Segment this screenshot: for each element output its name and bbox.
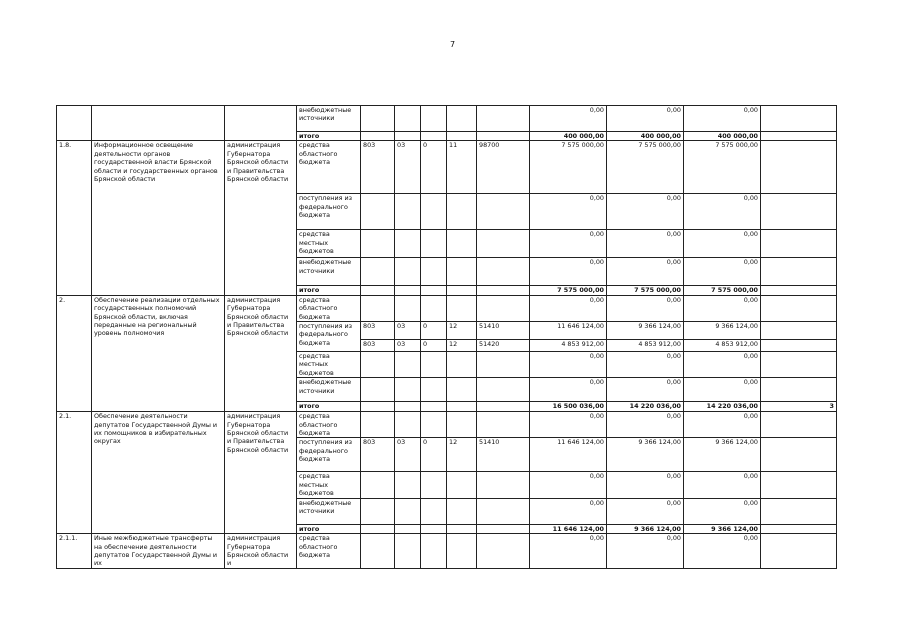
value-2020: 7 575 000,00	[607, 141, 684, 194]
code-rz: 03	[395, 438, 421, 472]
value-2021: 0,00	[684, 295, 761, 321]
code-empty	[361, 286, 395, 295]
code-cs2	[477, 472, 530, 498]
code-grbs	[361, 106, 395, 132]
value-2019: 0,00	[530, 534, 607, 569]
source-label: средства местных бюджетов	[297, 352, 361, 378]
code-cs2	[477, 106, 530, 132]
value-2019: 0,00	[530, 258, 607, 286]
value-2020: 0,00	[607, 472, 684, 498]
total-2019: 7 575 000,00	[530, 286, 607, 295]
total-2021: 9 366 124,00	[684, 524, 761, 533]
extra-cell	[761, 106, 837, 132]
code-cs2	[477, 194, 530, 230]
total-2020: 9 366 124,00	[607, 524, 684, 533]
code-cs1	[447, 106, 477, 132]
value-2020: 0,00	[607, 352, 684, 378]
item-name	[92, 106, 225, 141]
value-2020: 0,00	[607, 378, 684, 402]
value-2020: 0,00	[607, 412, 684, 438]
code-rz	[395, 194, 421, 230]
code-grbs	[361, 378, 395, 402]
code-pr: 0	[421, 322, 447, 340]
extra-cell	[761, 412, 837, 438]
code-rz: 03	[395, 141, 421, 194]
extra-cell	[761, 295, 837, 321]
value-2019: 0,00	[530, 295, 607, 321]
code-pr	[421, 534, 447, 569]
code-cs2	[477, 352, 530, 378]
code-cs1	[447, 498, 477, 524]
total-label: итого	[297, 286, 361, 295]
code-cs2: 98700	[477, 141, 530, 194]
value-2021: 0,00	[684, 498, 761, 524]
code-empty	[395, 286, 421, 295]
code-rz	[395, 498, 421, 524]
item-number: 2.1.1.	[57, 534, 92, 569]
source-label: поступления из федерального бюджета	[297, 438, 361, 472]
source-label: средства местных бюджетов	[297, 472, 361, 498]
value-2019: 0,00	[530, 378, 607, 402]
budget-table	[56, 105, 837, 569]
table-row	[57, 141, 837, 194]
value-2019: 0,00	[530, 412, 607, 438]
extra-cell	[761, 498, 837, 524]
code-cs2: 51420	[477, 340, 530, 352]
code-cs1: 12	[447, 340, 477, 352]
code-cs1	[447, 230, 477, 258]
code-pr	[421, 106, 447, 132]
code-pr	[421, 498, 447, 524]
code-cs1	[447, 378, 477, 402]
code-cs2	[477, 412, 530, 438]
code-grbs	[361, 295, 395, 321]
code-rz	[395, 472, 421, 498]
table-row	[57, 412, 837, 438]
code-grbs	[361, 534, 395, 569]
code-empty	[421, 132, 447, 141]
total-2020: 14 220 036,00	[607, 402, 684, 412]
code-rz	[395, 230, 421, 258]
code-empty	[421, 286, 447, 295]
total-2021: 7 575 000,00	[684, 286, 761, 295]
item-name: Информационное освещение деятельности органов государственной власти Брянской области и государственных органов Брянской области	[92, 141, 225, 295]
code-grbs: 803	[361, 322, 395, 340]
code-pr	[421, 194, 447, 230]
value-2019: 11 646 124,00	[530, 322, 607, 340]
code-empty	[421, 524, 447, 533]
value-2019: 11 646 124,00	[530, 438, 607, 472]
source-label: средства местных бюджетов	[297, 230, 361, 258]
extra-cell	[761, 340, 837, 352]
extra-cell	[761, 534, 837, 569]
code-cs2	[477, 295, 530, 321]
page-number: 7	[449, 40, 456, 49]
item-name: Обеспечение реализации отдельных государственных полномочий Брянской области, включая переданные на региональный уровень полномочия	[92, 295, 225, 411]
code-pr: 0	[421, 141, 447, 194]
value-2021: 0,00	[684, 534, 761, 569]
code-cs1	[447, 194, 477, 230]
total-label: итого	[297, 524, 361, 533]
code-cs2	[477, 378, 530, 402]
total-extra	[761, 132, 837, 141]
total-2019: 16 500 036,00	[530, 402, 607, 412]
value-2020: 0,00	[607, 258, 684, 286]
code-empty	[447, 524, 477, 533]
total-extra	[761, 286, 837, 295]
item-executor: администрация Губернатора Брянской области и Правительства Брянской области	[225, 412, 297, 534]
value-2020: 9 366 124,00	[607, 322, 684, 340]
total-label: итого	[297, 132, 361, 141]
code-empty	[477, 402, 530, 412]
item-number	[57, 106, 92, 141]
code-cs2	[477, 258, 530, 286]
source-label: средства областного бюджета	[297, 141, 361, 194]
code-cs1: 11	[447, 141, 477, 194]
code-cs1	[447, 295, 477, 321]
extra-cell	[761, 194, 837, 230]
table-row	[57, 534, 837, 569]
value-2019: 0,00	[530, 106, 607, 132]
code-cs1	[447, 258, 477, 286]
code-pr	[421, 378, 447, 402]
table-row	[57, 106, 837, 132]
value-2019: 0,00	[530, 472, 607, 498]
code-empty	[447, 286, 477, 295]
total-2021: 14 220 036,00	[684, 402, 761, 412]
code-cs1: 12	[447, 322, 477, 340]
value-2021: 4 853 912,00	[684, 340, 761, 352]
code-empty	[361, 402, 395, 412]
value-2019: 0,00	[530, 352, 607, 378]
value-2020: 9 366 124,00	[607, 438, 684, 472]
value-2019: 0,00	[530, 230, 607, 258]
code-pr	[421, 472, 447, 498]
code-empty	[477, 524, 530, 533]
source-label: средства областного бюджета	[297, 295, 361, 321]
code-rz	[395, 352, 421, 378]
code-empty	[361, 132, 395, 141]
total-extra	[761, 524, 837, 533]
value-2020: 4 853 912,00	[607, 340, 684, 352]
item-executor	[225, 106, 297, 141]
code-rz	[395, 258, 421, 286]
code-cs2	[477, 498, 530, 524]
total-2020: 7 575 000,00	[607, 286, 684, 295]
code-rz	[395, 378, 421, 402]
code-grbs	[361, 230, 395, 258]
source-label: поступления из федерального бюджета	[297, 322, 361, 352]
value-2019: 4 853 912,00	[530, 340, 607, 352]
code-grbs	[361, 194, 395, 230]
item-number: 1.8.	[57, 141, 92, 295]
item-executor: администрация Губернатора Брянской области и Правительства Брянской области	[225, 295, 297, 411]
extra-cell	[761, 472, 837, 498]
total-2019: 400 000,00	[530, 132, 607, 141]
total-label: итого	[297, 402, 361, 412]
code-rz	[395, 534, 421, 569]
item-name: Обеспечение деятельности депутатов Государственной Думы и их помощников в избирательных округах	[92, 412, 225, 534]
source-label: внебюджетные источники	[297, 106, 361, 132]
code-cs1	[447, 472, 477, 498]
code-grbs	[361, 412, 395, 438]
code-empty	[477, 286, 530, 295]
value-2021: 0,00	[684, 106, 761, 132]
code-grbs	[361, 258, 395, 286]
value-2021: 0,00	[684, 378, 761, 402]
value-2020: 0,00	[607, 498, 684, 524]
extra-cell	[761, 322, 837, 340]
value-2021: 9 366 124,00	[684, 322, 761, 340]
value-2020: 0,00	[607, 106, 684, 132]
code-grbs	[361, 472, 395, 498]
value-2020: 0,00	[607, 295, 684, 321]
item-number: 2.1.	[57, 412, 92, 534]
source-label: поступления из федерального бюджета	[297, 194, 361, 230]
extra-cell	[761, 258, 837, 286]
value-2019: 0,00	[530, 498, 607, 524]
source-label: внебюджетные источники	[297, 498, 361, 524]
code-rz	[395, 412, 421, 438]
code-grbs: 803	[361, 340, 395, 352]
extra-cell	[761, 141, 837, 194]
item-executor: администрация Губернатора Брянской области и Правительства Брянской области	[225, 141, 297, 295]
total-extra: 3	[761, 402, 837, 412]
code-pr	[421, 352, 447, 378]
code-rz	[395, 106, 421, 132]
code-empty	[361, 524, 395, 533]
value-2021: 0,00	[684, 472, 761, 498]
value-2020: 0,00	[607, 230, 684, 258]
value-2021: 0,00	[684, 230, 761, 258]
code-cs1: 12	[447, 438, 477, 472]
extra-cell	[761, 378, 837, 402]
code-rz	[395, 295, 421, 321]
code-empty	[421, 402, 447, 412]
item-name: Иные межбюджетные трансферты на обеспечение деятельности депутатов Государственной Думы и их	[92, 534, 225, 569]
code-empty	[395, 524, 421, 533]
extra-cell	[761, 438, 837, 472]
code-cs2: 51410	[477, 438, 530, 472]
code-empty	[447, 402, 477, 412]
code-cs1	[447, 534, 477, 569]
code-grbs	[361, 498, 395, 524]
value-2020: 0,00	[607, 194, 684, 230]
code-empty	[395, 402, 421, 412]
code-cs1	[447, 352, 477, 378]
value-2019: 7 575 000,00	[530, 141, 607, 194]
value-2021: 0,00	[684, 352, 761, 378]
table-row	[57, 295, 837, 321]
source-label: средства областного бюджета	[297, 534, 361, 569]
total-2021: 400 000,00	[684, 132, 761, 141]
extra-cell	[761, 352, 837, 378]
code-pr	[421, 412, 447, 438]
extra-cell	[761, 230, 837, 258]
source-label: внебюджетные источники	[297, 378, 361, 402]
source-label: внебюджетные источники	[297, 258, 361, 286]
total-2020: 400 000,00	[607, 132, 684, 141]
value-2021: 0,00	[684, 412, 761, 438]
code-empty	[477, 132, 530, 141]
item-number: 2.	[57, 295, 92, 411]
code-empty	[395, 132, 421, 141]
source-label: средства областного бюджета	[297, 412, 361, 438]
item-executor: администрация Губернатора Брянской области и	[225, 534, 297, 569]
code-grbs	[361, 352, 395, 378]
value-2021: 0,00	[684, 194, 761, 230]
value-2019: 0,00	[530, 194, 607, 230]
code-pr: 0	[421, 438, 447, 472]
code-pr	[421, 258, 447, 286]
code-cs2: 51410	[477, 322, 530, 340]
code-cs1	[447, 412, 477, 438]
code-pr	[421, 295, 447, 321]
value-2021: 0,00	[684, 258, 761, 286]
code-rz: 03	[395, 322, 421, 340]
code-grbs: 803	[361, 438, 395, 472]
value-2021: 9 366 124,00	[684, 438, 761, 472]
code-rz: 03	[395, 340, 421, 352]
total-2019: 11 646 124,00	[530, 524, 607, 533]
code-grbs: 803	[361, 141, 395, 194]
code-cs2	[477, 534, 530, 569]
code-empty	[447, 132, 477, 141]
value-2021: 7 575 000,00	[684, 141, 761, 194]
code-pr: 0	[421, 340, 447, 352]
value-2020: 0,00	[607, 534, 684, 569]
code-cs2	[477, 230, 530, 258]
code-pr	[421, 230, 447, 258]
